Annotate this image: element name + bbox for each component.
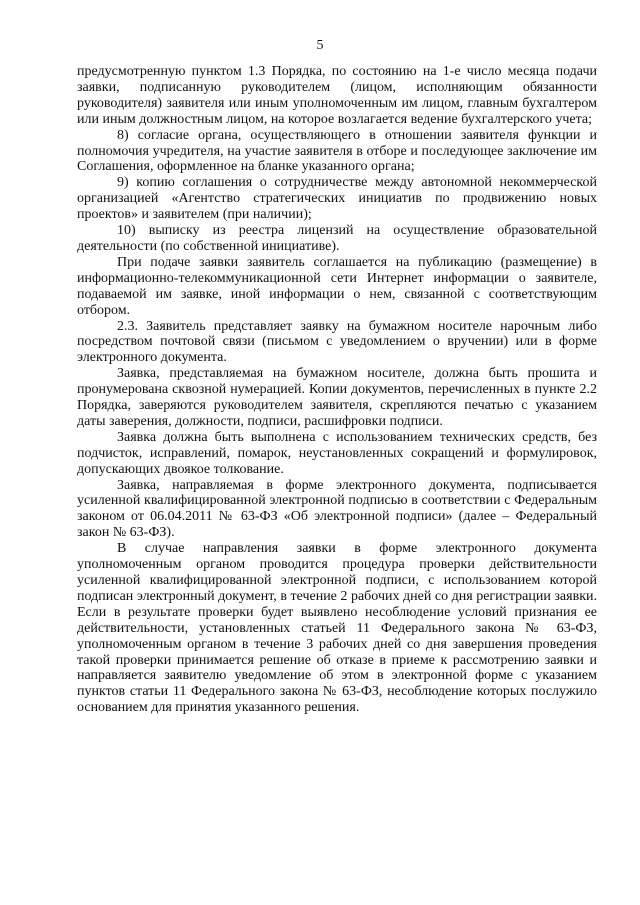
paragraph-signature-verification: В случае направления заявки в форме электронного документа уполномоченным органом проводится процедура проверки действительности усиленной квалифицированной электронной подписи, с использованием которой подписан электронный документ, в течение 2 рабочих дней со дня регистрации заявки. Если в результате проверки будет выявлено несоблюдение условий признания ее действительности, установленных статьей 11 Федерального закона № 63-ФЗ, уполномоченным органом в течение 3 рабочих дней со дня завершения проведения такой проверки принимается решение об отказе в приеме к рассмотрению заявки и направляется заявителю уведомление об этом в электронной форме с указанием пунктов статьи 11 Федерального закона № 63-ФЗ, несоблюдение которых послужило основанием для принятия указанного решения. (77, 541, 597, 716)
paragraph-technical-means: Заявка должна быть выполнена с использованием технических средств, без подчисток, исправлений, помарок, неустановленных сокращений и формулировок, допускающих двоякое толкование. (77, 429, 597, 477)
paragraph-electronic-signature: Заявка, направляемая в форме электронного документа, подписывается усиленной квалифицированной электронной подписью в соответствии с Федеральным законом от 06.04.2011 № 63-ФЗ «Об электронной подписи» (далее – Федеральный закон № 63-ФЗ). (77, 477, 597, 541)
paragraph-item-10: 10) выписку из реестра лицензий на осуществление образовательной деятельности (по собственной инициативе). (77, 223, 597, 254)
page-number: 5 (316, 38, 324, 53)
document-body (77, 64, 597, 716)
paragraph-item-8: 8) согласие органа, осуществляющего в отношении заявителя функции и полномочия учредителя, на участие заявителя в отборе и последующее заключение им Соглашения, оформленное на бланке указанного органа; (77, 127, 597, 175)
paragraph-item-9: 9) копию соглашения о сотрудничестве между автономной некоммерческой организацией «Агентство стратегических инициатив по продвижению новых проектов» и заявителем (при наличии); (77, 175, 597, 223)
paragraph-publication-consent: При подаче заявки заявитель соглашается на публикацию (размещение) в информационно-телекоммуникационной сети Интернет информации о заявителе, подаваемой им заявке, иной информации о нем, связанной с соответствующим отбором. (77, 254, 597, 318)
paragraph-paper-application: Заявка, представляемая на бумажном носителе, должна быть прошита и пронумерована сквозной нумерацией. Копии документов, перечисленных в пункте 2.2 Порядка, заверяются руководителем заявителя, скрепляются печатью с указанием даты заверения, должности, подписи, расшифровки подписи. (77, 366, 597, 429)
paragraph-continuation: предусмотренную пунктом 1.3 Порядка, по состоянию на 1-е число месяца подачи заявки, подписанную руководителем (лицом, исполняющим обязанности руководителя) заявителя или иным уполномоченным им лицом, главным бухгалтером или иным должностным лицом, на которое возлагается ведение бухгалтерского учета; (77, 64, 597, 127)
paragraph-2-3: 2.3. Заявитель представляет заявку на бумажном носителе нарочным либо посредством почтовой связи (письмом с уведомлением о вручении) или в форме электронного документа. (77, 318, 597, 366)
